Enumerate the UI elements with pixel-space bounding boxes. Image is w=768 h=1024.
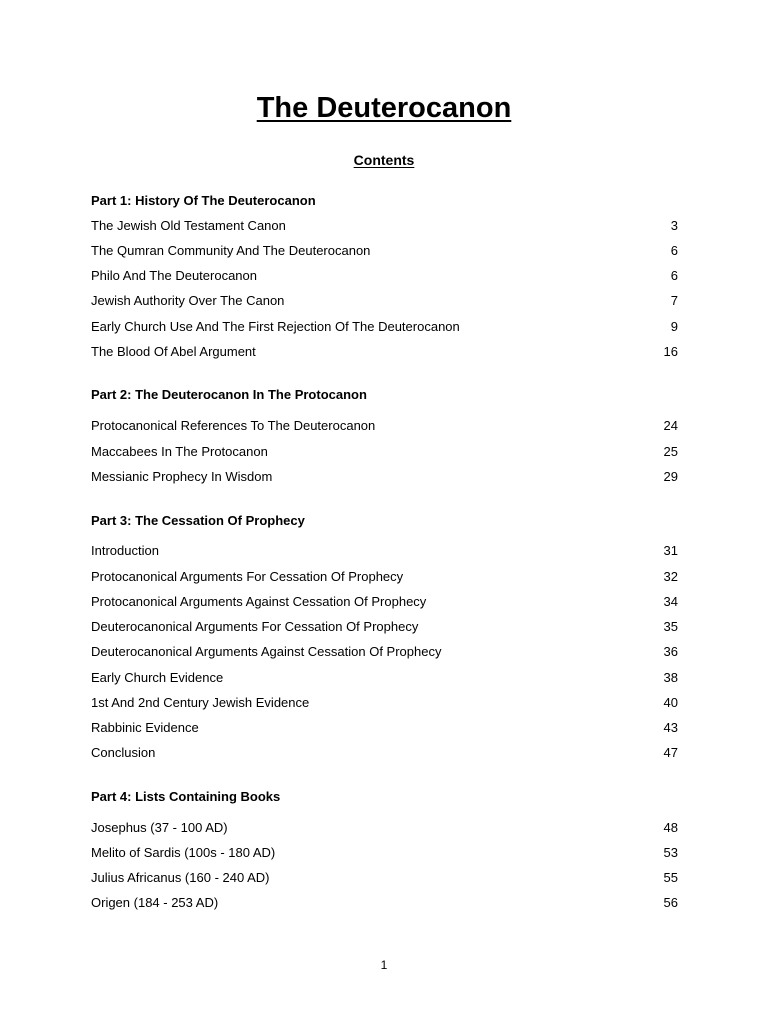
toc-entry — [91, 670, 678, 688]
toc-entry-page: 35 — [663, 619, 678, 634]
toc-entry — [91, 619, 678, 637]
toc-entry — [91, 293, 678, 311]
toc-entry-label: Rabbinic Evidence — [91, 720, 199, 735]
page-number: 1 — [380, 958, 388, 972]
toc-entry-label: The Jewish Old Testament Canon — [91, 218, 286, 233]
toc-entry — [91, 418, 678, 436]
toc-entry-page: 16 — [663, 344, 678, 359]
toc-entry-label: Protocanonical References To The Deuterocanon — [91, 418, 376, 433]
toc-entry — [91, 569, 678, 587]
toc-entry — [91, 820, 678, 838]
toc-entry — [91, 268, 678, 286]
toc-entry — [91, 845, 678, 863]
toc-entry-page: 24 — [663, 418, 678, 433]
toc-entry-page: 25 — [663, 444, 678, 459]
contents-heading-text: Contents — [353, 152, 415, 168]
contents-heading — [0, 152, 768, 168]
toc-entry-label: Josephus (37 - 100 AD) — [91, 820, 228, 835]
toc-entry-label: Introduction — [91, 543, 159, 558]
toc-entry — [91, 745, 678, 763]
document-title — [0, 92, 768, 125]
toc-entry-page: 53 — [663, 845, 678, 860]
toc-entry-page: 29 — [663, 469, 678, 484]
toc-entry-label: Protocanonical Arguments For Cessation Of Prophecy — [91, 569, 404, 584]
toc-entry-page: 6 — [670, 268, 678, 283]
toc-entry-label: Deuterocanonical Arguments Against Cessation Of Prophecy — [91, 644, 442, 659]
toc-entry-label: Early Church Use And The First Rejection Of The Deuterocanon — [91, 319, 460, 334]
toc-entry-label: Early Church Evidence — [91, 670, 224, 685]
toc-entry-page: 32 — [663, 569, 678, 584]
toc-entry — [91, 444, 678, 462]
toc-entry-page: 9 — [670, 319, 678, 334]
toc-entry-label: The Qumran Community And The Deuterocanon — [91, 243, 371, 258]
toc-entry-page: 47 — [663, 745, 678, 760]
toc-entry-page: 3 — [670, 218, 678, 233]
toc-entry — [91, 870, 678, 888]
part-heading-2: Part 2: The Deuterocanon In The Protocanon — [91, 387, 367, 402]
toc-entry-label: Philo And The Deuterocanon — [91, 268, 257, 283]
toc-entry-label: Protocanonical Arguments Against Cessation Of Prophecy — [91, 594, 427, 609]
toc-entry — [91, 720, 678, 738]
toc-entry-label: Messianic Prophecy In Wisdom — [91, 469, 273, 484]
toc-entry-page: 34 — [663, 594, 678, 609]
toc-entry-page: 40 — [663, 695, 678, 710]
part-heading-3: Part 3: The Cessation Of Prophecy — [91, 513, 305, 528]
toc-entry-page: 48 — [663, 820, 678, 835]
toc-entry — [91, 243, 678, 261]
toc-entry — [91, 344, 678, 362]
toc-entry-label: Julius Africanus (160 - 240 AD) — [91, 870, 270, 885]
document-title-text: The Deuterocanon — [256, 92, 512, 124]
toc-entry-label: Origen (184 - 253 AD) — [91, 895, 219, 910]
toc-entry — [91, 594, 678, 612]
toc-entry-label: 1st And 2nd Century Jewish Evidence — [91, 695, 310, 710]
toc-entry-page: 31 — [663, 543, 678, 558]
toc-entry — [91, 895, 678, 913]
toc-entry — [91, 218, 678, 236]
part-heading-1: Part 1: History Of The Deuterocanon — [91, 193, 316, 208]
toc-entry-page: 38 — [663, 670, 678, 685]
toc-entry-label: Melito of Sardis (100s - 180 AD) — [91, 845, 276, 860]
toc-entry — [91, 644, 678, 662]
toc-entry-page: 6 — [670, 243, 678, 258]
toc-entry-page: 36 — [663, 644, 678, 659]
toc-entry-label: Jewish Authority Over The Canon — [91, 293, 285, 308]
toc-entry-label: Deuterocanonical Arguments For Cessation Of Prophecy — [91, 619, 419, 634]
toc-entry-label: Conclusion — [91, 745, 156, 760]
part-heading-4: Part 4: Lists Containing Books — [91, 789, 281, 804]
toc-entry — [91, 695, 678, 713]
toc-entry-page: 7 — [670, 293, 678, 308]
toc-entry-page: 55 — [663, 870, 678, 885]
toc-entry-label: Maccabees In The Protocanon — [91, 444, 268, 459]
toc-entry-page: 43 — [663, 720, 678, 735]
toc-entry — [91, 469, 678, 487]
toc-entry — [91, 319, 678, 337]
toc-entry — [91, 543, 678, 561]
toc-entry-label: The Blood Of Abel Argument — [91, 344, 256, 359]
toc-entry-page: 56 — [663, 895, 678, 910]
